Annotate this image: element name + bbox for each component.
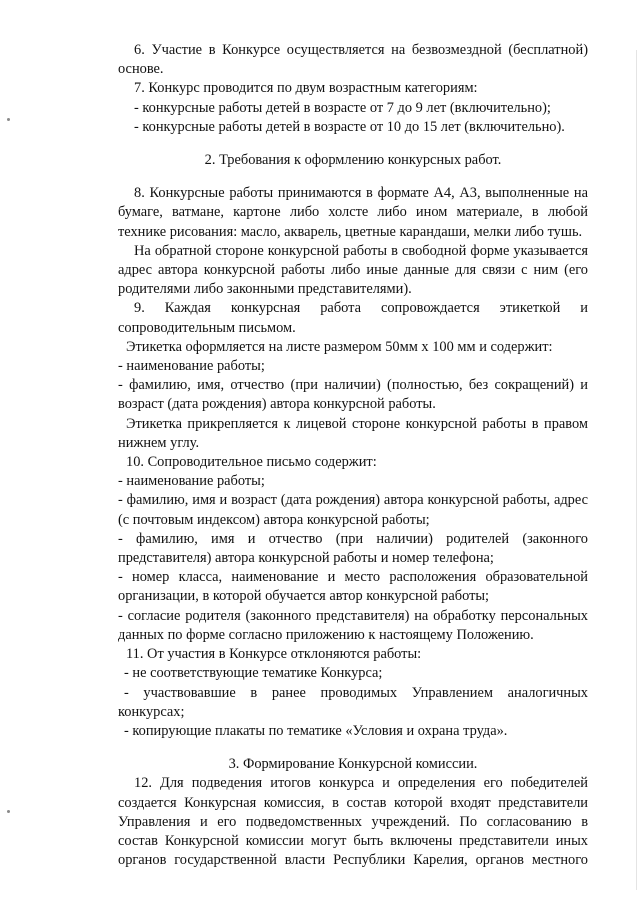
page-edge-shadow: [636, 50, 637, 890]
margin-speck: [7, 810, 10, 813]
paragraph: - конкурсные работы детей в возрасте от 7 до 9 лет (включительно);: [134, 99, 551, 116]
paragraph: - конкурсные работы детей в возрасте от 10 до 15 лет (включительно).: [134, 118, 565, 135]
paragraph: 7. Конкурс проводится по двум возрастным категориям:: [134, 80, 478, 97]
paragraph: - наименование работы;: [118, 358, 265, 375]
paragraph: 10. Сопроводительное письмо содержит:: [126, 454, 377, 471]
section-spacer: [118, 137, 588, 151]
paragraph: - фамилию, имя, отчество (при наличии) (полностью, без сокращений) и возраст (дата рождения) автора конкурсной работы.: [118, 377, 588, 413]
section-heading: 3. Формирование Конкурсной комиссии.: [228, 756, 478, 773]
paragraph: Этикетка оформляется на листе размером 50мм х 100 мм и содержит:: [126, 338, 553, 355]
paragraph: 11. От участия в Конкурсе отклоняются работы:: [126, 646, 422, 663]
document-body: [118, 41, 588, 870]
paragraph: 8. Конкурсные работы принимаются в формате А4, А3, выполненные на бумаге, ватмане, картоне либо холсте либо ином материале, в любой технике рисования: масло, акварель, цветные карандаши, мелки либо тушь.: [118, 185, 588, 240]
paragraph: Этикетка прикрепляется к лицевой стороне конкурсной работы в правом нижнем углу.: [118, 415, 588, 451]
paragraph: - фамилию, имя и отчество (при наличии) родителей (законного представителя) автора конкурсной работы и номер телефона;: [118, 530, 588, 567]
paragraph: - фамилию, имя и возраст (дата рождения) автора конкурсной работы, адрес (с почтовым индексом) автора конкурсной работы;: [118, 492, 588, 528]
paragraph: 9. Каждая конкурсная работа сопровождается этикеткой и сопроводительным письмом.: [118, 300, 588, 336]
paragraph: - наименование работы;: [118, 473, 265, 490]
paragraph: 12. Для подведения итогов конкурса и определения его победителей создается Конкурсная комиссия, в состав которой входят представители Управления и его подведомственных учреждений. По согласованию в состав Конкурсной комиссии могут быть включены представители иных органов государственной власти Республики Карелия, органов местного: [118, 775, 588, 869]
paragraph: На обратной стороне конкурсной работы в свободной форме указывается адрес автора конкурсной работы либо иные данные для связи с ним (его родителями либо законными представителями).: [118, 242, 588, 298]
paragraph: - согласие родителя (законного представителя) на обработку персональных данных по форме согласно приложению к настоящему Положению.: [118, 607, 588, 643]
paragraph: 6. Участие в Конкурсе осуществляется на безвозмездной (бесплатной) основе.: [118, 42, 588, 78]
paragraph: - номер класса, наименование и место расположения образовательной организации, в которой обучается автор конкурсной работы;: [118, 569, 588, 605]
section-spacer: [118, 170, 588, 184]
paragraph: - не соответствующие тематике Конкурса;: [124, 665, 383, 682]
section-spacer: [118, 741, 588, 755]
margin-speck: [7, 118, 10, 121]
paragraph: - копирующие плакаты по тематике «Условия и охрана труда».: [124, 722, 508, 739]
paragraph: - участвовавшие в ранее проводимых Управлением аналогичных конкурсах;: [118, 684, 588, 720]
section-heading: 2. Требования к оформлению конкурсных работ.: [204, 152, 502, 169]
